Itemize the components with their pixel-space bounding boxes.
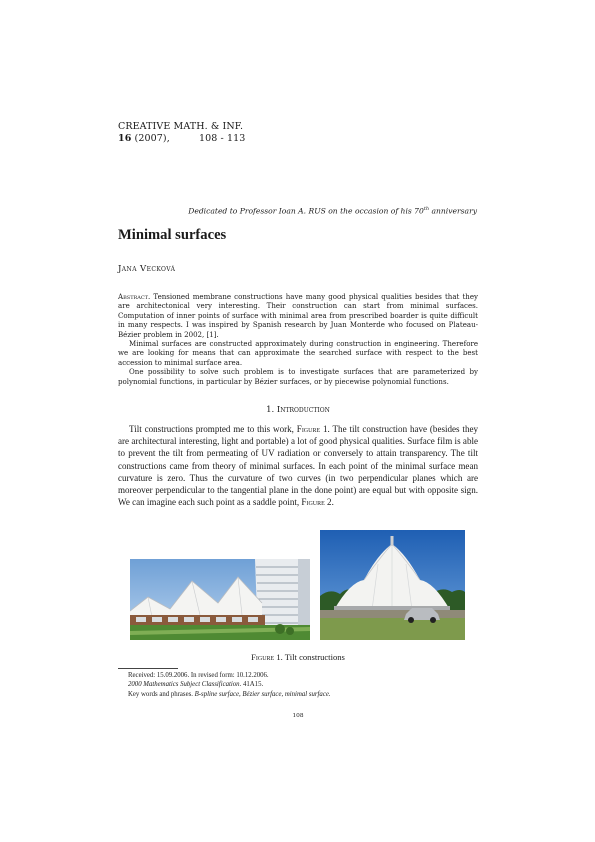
msc-line xyxy=(128,680,331,689)
figure-2-reference[interactable]: Figure 2 xyxy=(301,497,332,508)
body-text-3: . xyxy=(331,497,334,508)
keywords-label: Key words and phrases. xyxy=(128,690,193,698)
body-text-1: Tilt constructions prompted me to this work, xyxy=(129,424,297,434)
figure-label: Figure 1. xyxy=(251,652,283,662)
footnote-rule xyxy=(118,668,178,669)
msc-label: 2000 Mathematics Subject Classification. xyxy=(128,681,242,689)
abstract xyxy=(118,292,478,386)
figure-1-reference[interactable]: Figure 1 xyxy=(296,424,328,434)
tilt-construction-photo-left xyxy=(130,559,310,640)
dedication-text: Dedicated to Professor Ioan A. RUS on the occasion of his 70 xyxy=(188,206,424,216)
abstract-paragraph-2: Minimal surfaces are constructed approximately during construction in engineering. Therefore we are looking for means that can approximate the searched surface with respect to the best accession to minimal surface area. xyxy=(118,339,478,367)
body-text-2: . The tilt construction have (besides they are architectural interesting, light and portable) a lot of good physical qualities. Surface film is able to prevent the tilt from permeating of UV radiation or conversely to attain transparency. The tilt constructions came from theory of minimal surfaces. In each point of the minimal surface mean curvature is zero. Thus the curvature of two curves (in two perpendicular planes which are moreover perpendicular to the tangential plane in the done point) are equal but with opposite sign. We can imagine each such point as a saddle point, xyxy=(118,424,479,508)
footnotes xyxy=(128,671,331,699)
figure-caption xyxy=(118,652,478,662)
body-paragraph xyxy=(118,423,478,508)
keywords-value: B-spline surface, Bézier surface, minimal surface. xyxy=(192,690,331,698)
dedication-superscript: th xyxy=(423,206,430,212)
abstract-paragraph-1 xyxy=(118,292,478,339)
dedication xyxy=(118,206,477,216)
page-number: 108 xyxy=(292,713,304,719)
journal-name: CREATIVE MATH. & INF. xyxy=(118,121,244,132)
journal-header xyxy=(118,121,246,145)
journal-volume: 16 xyxy=(118,133,132,144)
section-heading: 1. Introduction xyxy=(266,405,330,415)
dedication-tail: anniversary xyxy=(429,206,477,216)
abstract-label: Abstract. xyxy=(118,292,151,301)
keywords-line xyxy=(128,690,331,699)
journal-pages: 108 - 113 xyxy=(199,133,246,144)
paper-title: Minimal surfaces xyxy=(118,227,227,243)
received-dates: Received: 15.09.2006. In revised form: 10.12.2006. xyxy=(128,672,269,679)
abstract-text-1: Tensioned membrane constructions have many good physical qualities besides that they are architectonical very interesting. Their construction can start from minimal surfaces. Computation of inner points of surface with minimal area from prescribed boarder is quite difficult in many respects. I was inspired by Spanish research by Juan Monterde who focused on Plateau-Bézier problem in 2002, [1]. xyxy=(118,292,478,339)
tilt-construction-photo-right xyxy=(320,530,465,640)
abstract-paragraph-3: One possibility to solve such problem is to investigate surfaces that are parameterized by polynomial functions, in particular by Bézier surfaces, or by piecewise polynomial functions. xyxy=(118,367,478,386)
author-name: Jana Vecková xyxy=(118,264,176,274)
journal-volume-line xyxy=(118,133,246,145)
journal-year: (2007), xyxy=(134,133,170,144)
msc-value: 41A15. xyxy=(241,681,264,689)
figure-caption-text: Tilt constructions xyxy=(282,652,345,662)
